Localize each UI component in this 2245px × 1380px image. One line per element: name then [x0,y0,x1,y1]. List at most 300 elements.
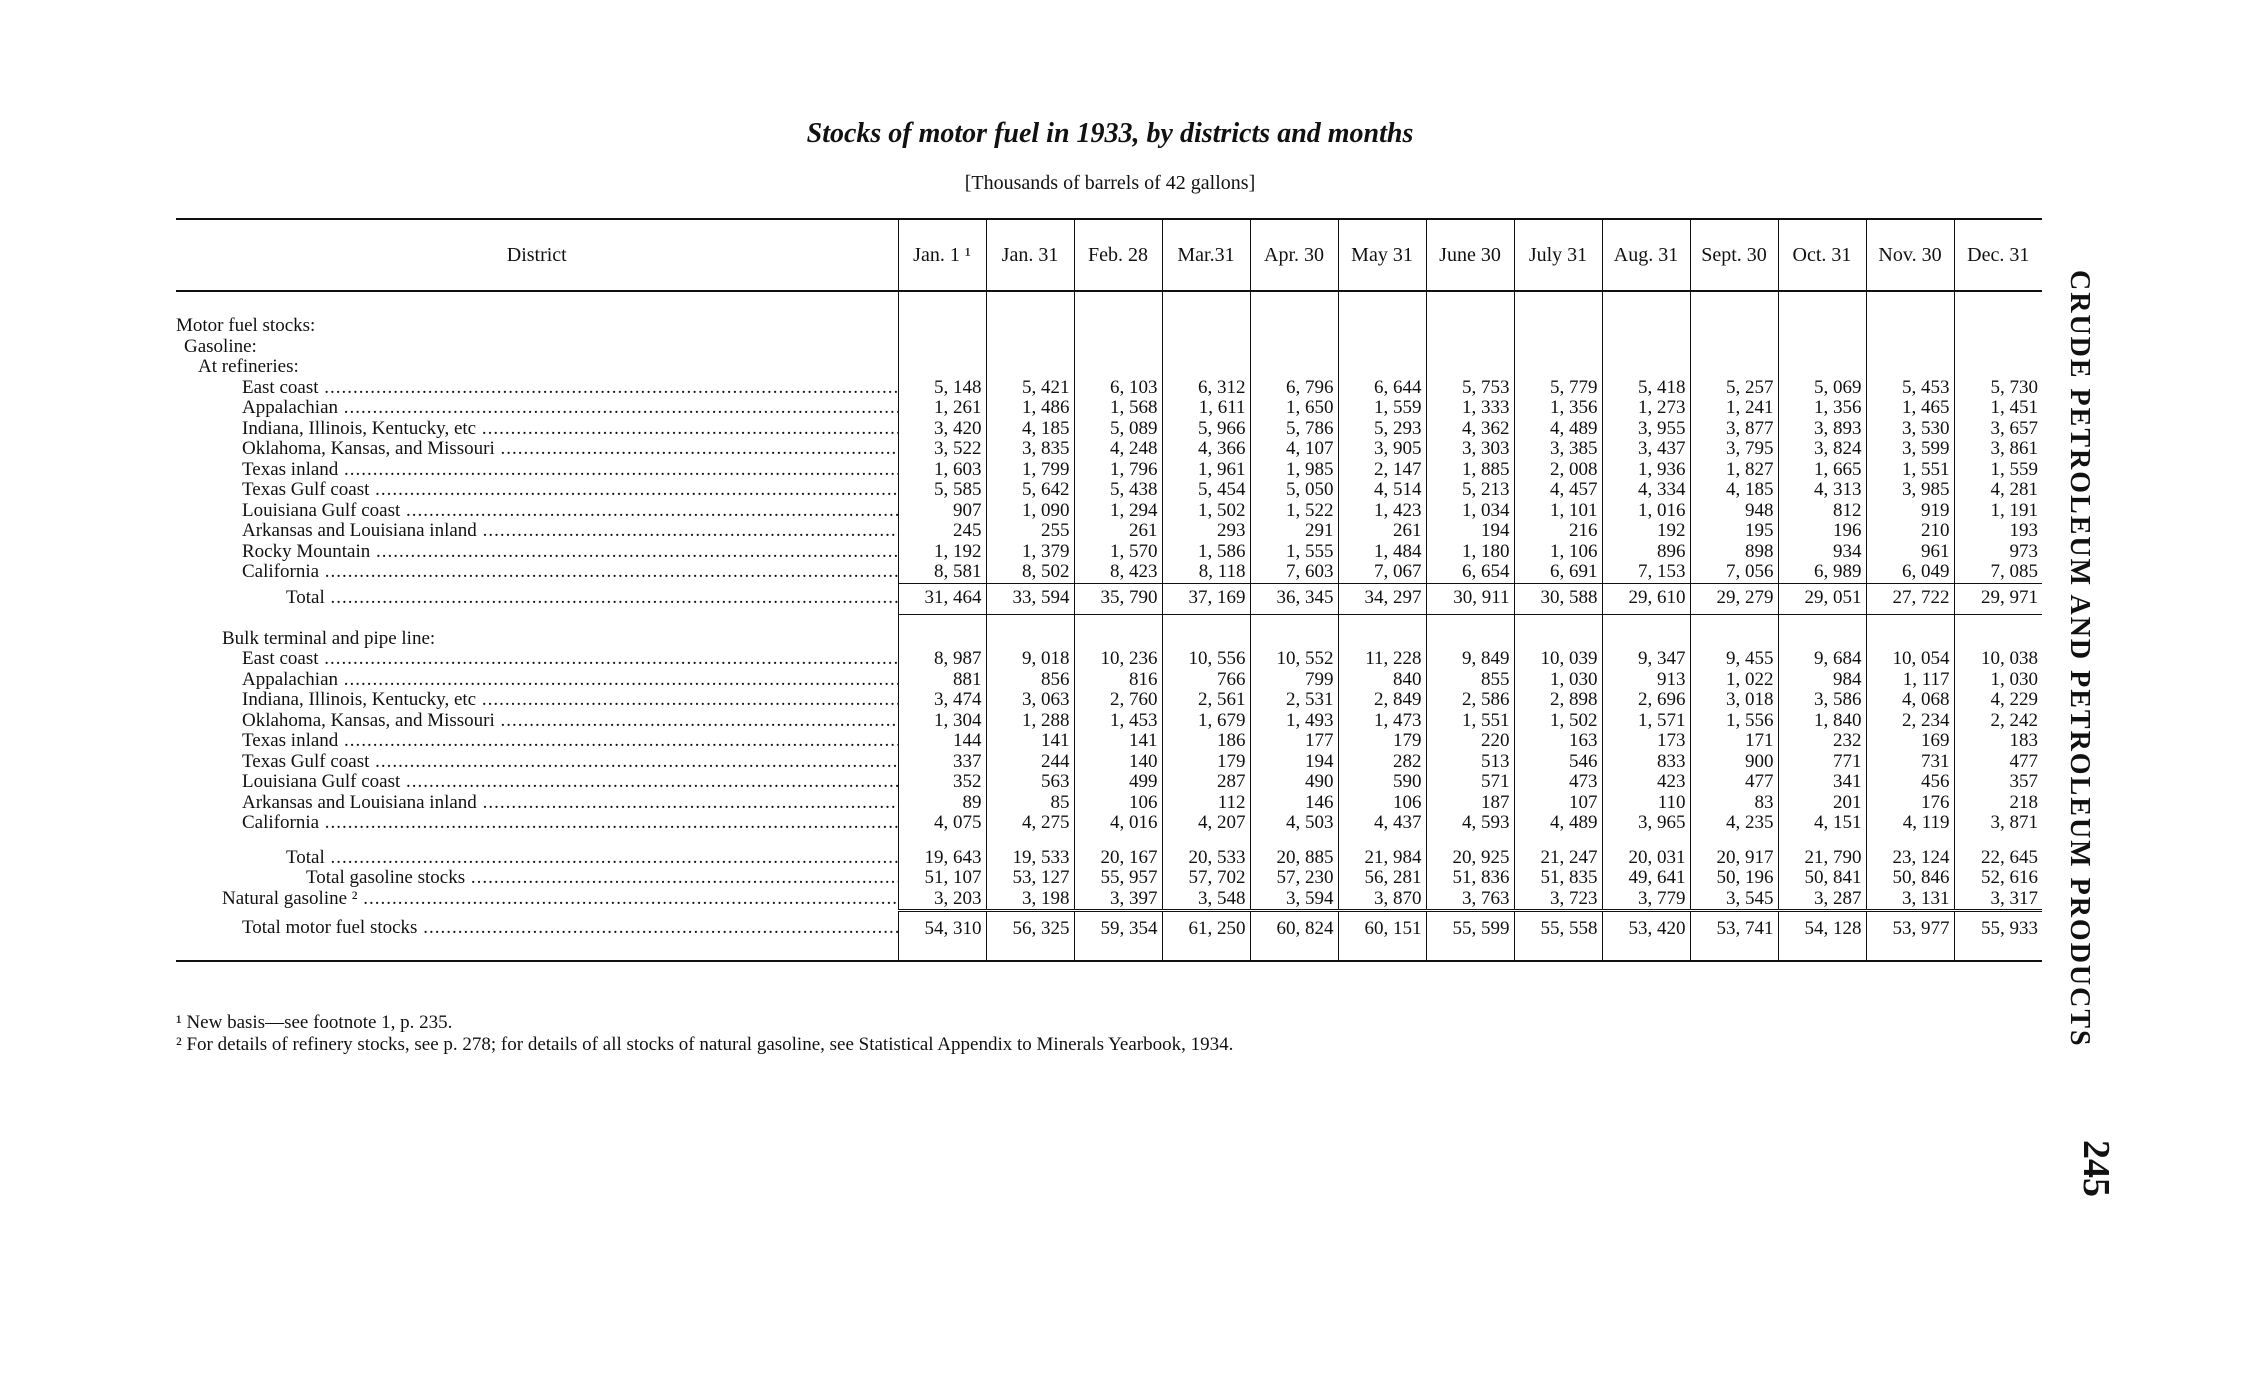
heading-motor-fuel [176,316,2042,337]
cell-value: 881 [898,670,986,691]
cell-value: 5, 089 [1074,419,1162,440]
cell-value: 896 [1602,542,1690,563]
cell-value: 571 [1426,772,1514,793]
cell-value: 5, 585 [898,480,986,501]
cell-value: 22, 645 [1954,848,2042,869]
cell-value: 3, 397 [1074,889,1162,911]
cell-value: 183 [1954,731,2042,752]
row-label: Texas inland ..... [242,731,898,751]
cell-value: 473 [1514,772,1602,793]
page-number: 245 [2075,1140,2117,1197]
cell-value: 2, 234 [1866,711,1954,732]
cell-value: 33, 594 [986,583,1074,614]
cell-value: 261 [1338,521,1426,542]
month-column-header: Jan. 31 [986,219,1074,291]
cell-value: 898 [1690,542,1778,563]
cell-value: 7, 603 [1250,562,1338,583]
cell-value: 4, 248 [1074,439,1162,460]
cell-value: 30, 588 [1514,583,1602,614]
cell-value: 36, 345 [1250,583,1338,614]
cell-value: 187 [1426,793,1514,814]
cell-value: 5, 730 [1954,378,2042,399]
cell-value: 1, 453 [1074,711,1162,732]
cell-value: 1, 555 [1250,542,1338,563]
cell-value: 2, 760 [1074,690,1162,711]
motor-fuel-table [176,218,2042,1000]
cell-value: 5, 293 [1338,419,1426,440]
cell-value: 52, 616 [1954,868,2042,889]
cell-value: 1, 191 [1954,501,2042,522]
cell-value: 53, 977 [1866,911,1954,947]
cell-value: 1, 586 [1162,542,1250,563]
cell-value: 1, 294 [1074,501,1162,522]
cell-value: 173 [1602,731,1690,752]
cell-value: 9, 347 [1602,649,1690,670]
cell-value: 29, 051 [1778,583,1866,614]
row-label: Texas inland ..... [242,460,898,480]
table-header [176,219,2042,291]
cell-value: 3, 018 [1690,690,1778,711]
cell-value: 106 [1338,793,1426,814]
cell-value: 1, 333 [1426,398,1514,419]
cell-value: 2, 586 [1426,690,1514,711]
cell-value: 261 [1074,521,1162,542]
cell-value: 220 [1426,731,1514,752]
cell-value: 546 [1514,752,1602,773]
cell-value: 1, 379 [986,542,1074,563]
table-subtitle: [Thousands of barrels of 42 gallons] [964,172,1256,194]
cell-value: 293 [1162,521,1250,542]
cell-value: 1, 650 [1250,398,1338,419]
cell-value: 49, 641 [1602,868,1690,889]
refinery-row [176,501,2042,522]
cell-value: 3, 545 [1690,889,1778,911]
cell-value: 57, 230 [1250,868,1338,889]
cell-value: 1, 473 [1338,711,1426,732]
bulk-row [176,772,2042,793]
cell-value: 10, 038 [1954,649,2042,670]
cell-value: 51, 835 [1514,868,1602,889]
refinery-row [176,419,2042,440]
grand-total-row [176,911,2042,947]
row-heading: Motor fuel stocks: [176,316,316,336]
bulk-row [176,690,2042,711]
cell-value: 60, 824 [1250,911,1338,947]
cell-value: 3, 835 [986,439,1074,460]
cell-value: 282 [1338,752,1426,773]
heading-bulk-terminal [176,629,2042,650]
cell-value: 5, 966 [1162,419,1250,440]
row-label: Rocky Mountain ..... [242,542,898,562]
cell-value: 948 [1690,501,1778,522]
cell-value: 218 [1954,793,2042,814]
row-label: California ..... [242,813,898,833]
cell-value: 35, 790 [1074,583,1162,614]
cell-value: 53, 420 [1602,911,1690,947]
month-column-header: Feb. 28 [1074,219,1162,291]
cell-value: 1, 101 [1514,501,1602,522]
cell-value: 6, 312 [1162,378,1250,399]
cell-value: 3, 131 [1866,889,1954,911]
cell-value: 55, 558 [1514,911,1602,947]
cell-value: 245 [898,521,986,542]
month-column-header: Sept. 30 [1690,219,1778,291]
cell-value: 3, 893 [1778,419,1866,440]
cell-value: 195 [1690,521,1778,542]
cell-value: 8, 118 [1162,562,1250,583]
cell-value: 5, 642 [986,480,1074,501]
cell-value: 5, 438 [1074,480,1162,501]
cell-value: 8, 423 [1074,562,1162,583]
cell-value: 3, 599 [1866,439,1954,460]
cell-value: 1, 117 [1866,670,1954,691]
cell-value: 3, 877 [1690,419,1778,440]
cell-value: 3, 385 [1514,439,1602,460]
cell-value: 107 [1514,793,1602,814]
cell-value: 20, 167 [1074,848,1162,869]
cell-value: 20, 917 [1690,848,1778,869]
cell-value: 5, 213 [1426,480,1514,501]
cell-value: 89 [898,793,986,814]
cell-value: 900 [1690,752,1778,773]
cell-value: 3, 723 [1514,889,1602,911]
cell-value: 1, 484 [1338,542,1426,563]
cell-value: 287 [1162,772,1250,793]
cell-value: 731 [1866,752,1954,773]
cell-value: 855 [1426,670,1514,691]
month-column-header: Oct. 31 [1778,219,1866,291]
bulk-row [176,711,2042,732]
refinery-row [176,480,2042,501]
cell-value: 799 [1250,670,1338,691]
cell-value: 1, 273 [1602,398,1690,419]
cell-value: 1, 611 [1162,398,1250,419]
row-heading: At refineries: [198,357,299,377]
cell-value: 176 [1866,793,1954,814]
cell-value: 31, 464 [898,583,986,614]
cell-value: 55, 599 [1426,911,1514,947]
cell-value: 3, 474 [898,690,986,711]
cell-value: 1, 261 [898,398,986,419]
month-column-header: Nov. 30 [1866,219,1954,291]
cell-value: 20, 031 [1602,848,1690,869]
cell-value: 1, 030 [1514,670,1602,691]
cell-value: 3, 861 [1954,439,2042,460]
cell-value: 3, 198 [986,889,1074,911]
cell-value: 8, 502 [986,562,1074,583]
cell-value: 53, 741 [1690,911,1778,947]
row-label: Texas Gulf coast ..... [242,480,898,500]
row-label: Total motor fuel stocks ..... [242,918,898,938]
cell-value: 4, 503 [1250,813,1338,834]
cell-value: 51, 107 [898,868,986,889]
cell-value: 3, 871 [1954,813,2042,834]
cell-value: 232 [1778,731,1866,752]
cell-value: 57, 702 [1162,868,1250,889]
cell-value: 1, 570 [1074,542,1162,563]
cell-value: 1, 665 [1778,460,1866,481]
cell-value: 5, 779 [1514,378,1602,399]
cell-value: 3, 657 [1954,419,2042,440]
row-label: Indiana, Illinois, Kentucky, etc ..... [242,690,898,710]
cell-value: 812 [1778,501,1866,522]
cell-value: 984 [1778,670,1866,691]
cell-value: 3, 303 [1426,439,1514,460]
cell-value: 3, 779 [1602,889,1690,911]
cell-value: 55, 957 [1074,868,1162,889]
cell-value: 1, 486 [986,398,1074,419]
cell-value: 1, 241 [1690,398,1778,419]
cell-value: 6, 691 [1514,562,1602,583]
cell-value: 590 [1338,772,1426,793]
month-column-header: May 31 [1338,219,1426,291]
cell-value: 840 [1338,670,1426,691]
cell-value: 7, 153 [1602,562,1690,583]
cell-value: 4, 075 [898,813,986,834]
cell-value: 291 [1250,521,1338,542]
cell-value: 2, 147 [1338,460,1426,481]
cell-value: 179 [1162,752,1250,773]
cell-value: 5, 418 [1602,378,1690,399]
cell-value: 1, 679 [1162,711,1250,732]
cell-value: 85 [986,793,1074,814]
refinery-row [176,378,2042,399]
cell-value: 1, 016 [1602,501,1690,522]
cell-value: 9, 684 [1778,649,1866,670]
footnotes [176,1012,1776,1056]
cell-value: 6, 103 [1074,378,1162,399]
refinery-row [176,542,2042,563]
cell-value: 1, 180 [1426,542,1514,563]
cell-value: 4, 593 [1426,813,1514,834]
bulk-row [176,793,2042,814]
heading-gasoline [176,337,2042,358]
cell-value: 146 [1250,793,1338,814]
cell-value: 59, 354 [1074,911,1162,947]
table-title: Stocks of motor fuel in 1933, by districts and months [806,118,1414,149]
cell-value: 3, 594 [1250,889,1338,911]
cell-value: 141 [986,731,1074,752]
cell-value: 1, 559 [1338,398,1426,419]
row-label: Oklahoma, Kansas, and Missouri ..... [242,439,898,459]
cell-value: 140 [1074,752,1162,773]
cell-value: 29, 610 [1602,583,1690,614]
cell-value: 83 [1690,793,1778,814]
cell-value: 1, 603 [898,460,986,481]
cell-value: 3, 522 [898,439,986,460]
cell-value: 919 [1866,501,1954,522]
cell-value: 192 [1602,521,1690,542]
cell-value: 1, 022 [1690,670,1778,691]
cell-value: 179 [1338,731,1426,752]
cell-value: 1, 288 [986,711,1074,732]
month-column-header: Apr. 30 [1250,219,1338,291]
cell-value: 1, 356 [1514,398,1602,419]
cell-value: 1, 551 [1426,711,1514,732]
cell-value: 2, 849 [1338,690,1426,711]
row-label: Arkansas and Louisiana inland ..... [242,521,898,541]
cell-value: 34, 297 [1338,583,1426,614]
cell-value: 1, 522 [1250,501,1338,522]
cell-value: 907 [898,501,986,522]
cell-value: 2, 696 [1602,690,1690,711]
row-label: Appalachian ..... [242,670,898,690]
cell-value: 1, 090 [986,501,1074,522]
row-label: Oklahoma, Kansas, and Missouri ..... [242,711,898,731]
cell-value: 1, 827 [1690,460,1778,481]
cell-value: 816 [1074,670,1162,691]
cell-value: 1, 034 [1426,501,1514,522]
footnote-2: ² For details of refinery stocks, see p. 278; for details of all stocks of natural gasoline, see Statistical Appendix to Minerals Yearbook, 1934. [176,1034,1234,1055]
cell-value: 54, 128 [1778,911,1866,947]
cell-value: 9, 018 [986,649,1074,670]
cell-value: 1, 961 [1162,460,1250,481]
cell-value: 8, 987 [898,649,986,670]
cell-value: 477 [1690,772,1778,793]
row-label: California ..... [242,562,898,582]
cell-value: 961 [1866,542,1954,563]
cell-value: 186 [1162,731,1250,752]
cell-value: 3, 763 [1426,889,1514,911]
cell-value: 196 [1778,521,1866,542]
cell-value: 973 [1954,542,2042,563]
cell-value: 4, 313 [1778,480,1866,501]
cell-value: 1, 304 [898,711,986,732]
cell-value: 54, 310 [898,911,986,947]
cell-value: 499 [1074,772,1162,793]
cell-value: 913 [1602,670,1690,691]
refinery-row [176,398,2042,419]
cell-value: 163 [1514,731,1602,752]
cell-value: 6, 796 [1250,378,1338,399]
bulk-row [176,731,2042,752]
cell-value: 4, 235 [1690,813,1778,834]
cell-value: 8, 581 [898,562,986,583]
cell-value: 50, 196 [1690,868,1778,889]
footnote-1: ¹ New basis—see footnote 1, p. 235. [176,1012,453,1033]
cell-value: 5, 148 [898,378,986,399]
cell-value: 1, 106 [1514,542,1602,563]
cell-value: 27, 722 [1866,583,1954,614]
cell-value: 2, 008 [1514,460,1602,481]
cell-value: 766 [1162,670,1250,691]
cell-value: 7, 067 [1338,562,1426,583]
cell-value: 1, 556 [1690,711,1778,732]
cell-value: 20, 533 [1162,848,1250,869]
cell-value: 5, 421 [986,378,1074,399]
cell-value: 3, 795 [1690,439,1778,460]
cell-value: 255 [986,521,1074,542]
cell-value: 10, 552 [1250,649,1338,670]
cell-value: 9, 849 [1426,649,1514,670]
cell-value: 856 [986,670,1074,691]
cell-value: 55, 933 [1954,911,2042,947]
cell-value: 21, 247 [1514,848,1602,869]
cell-value: 4, 229 [1954,690,2042,711]
cell-value: 352 [898,772,986,793]
refineries-total-row [176,583,2042,614]
cell-value: 7, 056 [1690,562,1778,583]
cell-value: 10, 054 [1866,649,1954,670]
row-label: Appalachian ..... [242,398,898,418]
cell-value: 4, 275 [986,813,1074,834]
cell-value: 477 [1954,752,2042,773]
bulk-row [176,649,2042,670]
cell-value: 833 [1602,752,1690,773]
cell-value: 177 [1250,731,1338,752]
row-label: Texas Gulf coast ..... [242,752,898,772]
cell-value: 563 [986,772,1074,793]
cell-value: 112 [1162,793,1250,814]
cell-value: 1, 571 [1602,711,1690,732]
bulk-row [176,752,2042,773]
cell-value: 1, 493 [1250,711,1338,732]
cell-value: 337 [898,752,986,773]
cell-value: 29, 279 [1690,583,1778,614]
cell-value: 5, 453 [1866,378,1954,399]
cell-value: 6, 644 [1338,378,1426,399]
cell-value: 3, 824 [1778,439,1866,460]
row-heading: Bulk terminal and pipe line: [222,628,436,649]
cell-value: 1, 840 [1778,711,1866,732]
cell-value: 1, 502 [1514,711,1602,732]
cell-value: 23, 124 [1866,848,1954,869]
cell-value: 51, 836 [1426,868,1514,889]
cell-value: 1, 936 [1602,460,1690,481]
cell-value: 3, 965 [1602,813,1690,834]
cell-value: 3, 530 [1866,419,1954,440]
cell-value: 6, 049 [1866,562,1954,583]
cell-value: 2, 531 [1250,690,1338,711]
cell-value: 3, 985 [1866,480,1954,501]
cell-value: 423 [1602,772,1690,793]
cell-value: 1, 799 [986,460,1074,481]
cell-value: 2, 561 [1162,690,1250,711]
cell-value: 4, 457 [1514,480,1602,501]
cell-value: 1, 451 [1954,398,2042,419]
bulk-row [176,670,2042,691]
row-label: Total ..... [286,588,898,608]
heading-at-refineries [176,357,2042,378]
cell-value: 3, 586 [1778,690,1866,711]
cell-value: 20, 925 [1426,848,1514,869]
cell-value: 4, 207 [1162,813,1250,834]
cell-value: 1, 551 [1866,460,1954,481]
cell-value: 5, 753 [1426,378,1514,399]
cell-value: 4, 489 [1514,419,1602,440]
cell-value: 5, 454 [1162,480,1250,501]
cell-value: 3, 548 [1162,889,1250,911]
cell-value: 934 [1778,542,1866,563]
row-label: East coast ..... [242,649,898,669]
cell-value: 110 [1602,793,1690,814]
cell-value: 61, 250 [1162,911,1250,947]
cell-value: 244 [986,752,1074,773]
cell-value: 4, 437 [1338,813,1426,834]
row-label: Natural gasoline ² ..... [222,889,898,909]
cell-value: 4, 334 [1602,480,1690,501]
cell-value: 50, 841 [1778,868,1866,889]
cell-value: 60, 151 [1338,911,1426,947]
cell-value: 1, 985 [1250,460,1338,481]
cell-value: 194 [1250,752,1338,773]
month-column-header: Dec. 31 [1954,219,2042,291]
month-column-header: June 30 [1426,219,1514,291]
cell-value: 29, 971 [1954,583,2042,614]
cell-value: 19, 643 [898,848,986,869]
cell-value: 341 [1778,772,1866,793]
cell-value: 5, 786 [1250,419,1338,440]
